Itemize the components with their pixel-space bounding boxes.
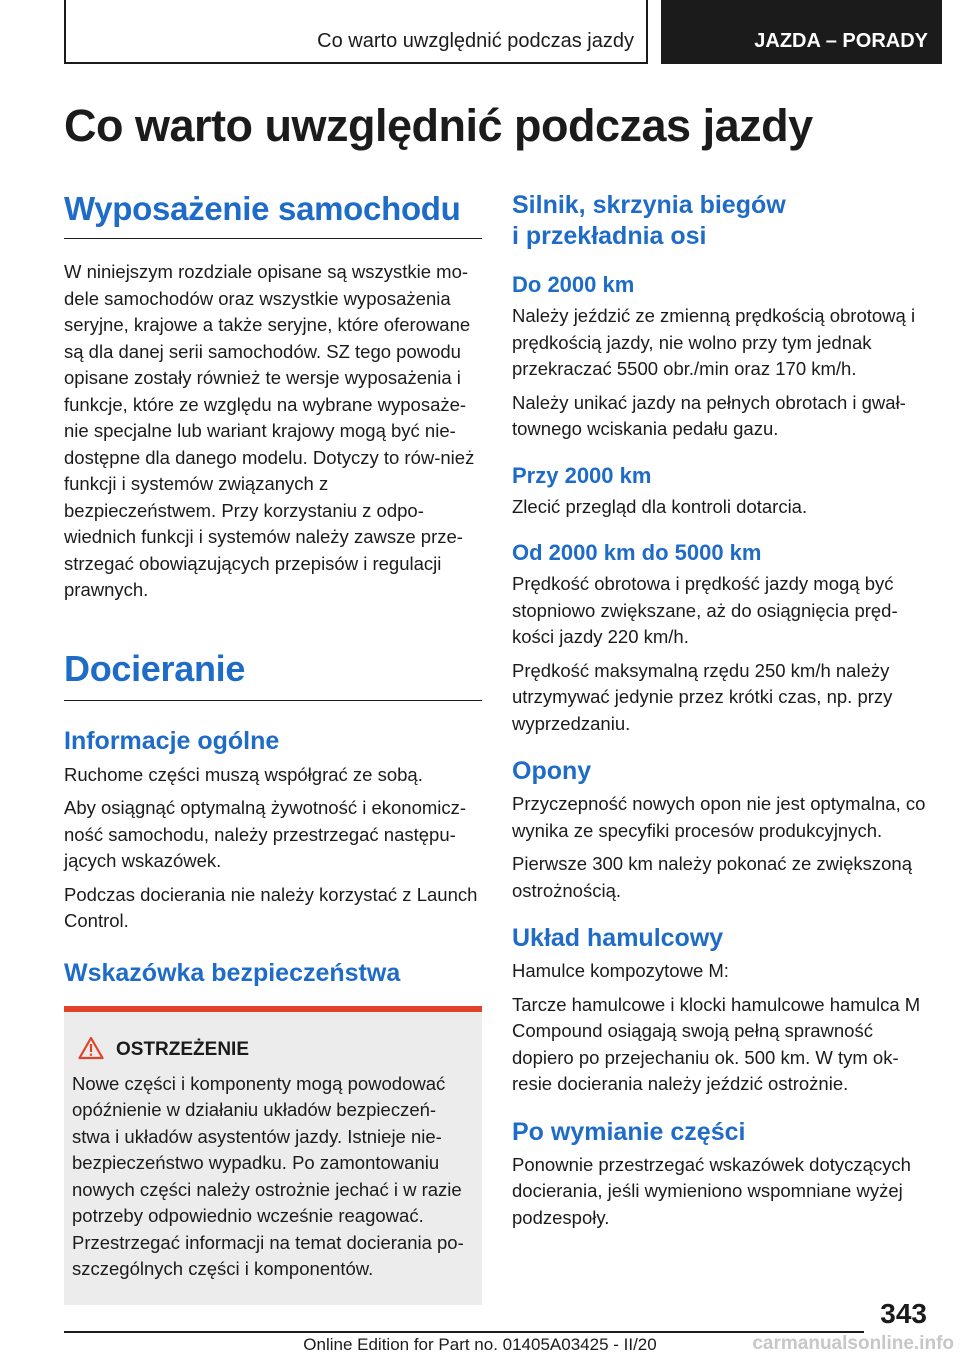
- at-2000-text: Zlecić przegląd dla kontroli dotarcia.: [512, 495, 808, 517]
- tyres-text-2: Pierwsze 300 km należy pokonać ze zwiększoną ostrożnością.: [512, 853, 912, 901]
- to-2000-text-1: Należy jeździć ze zmienną prędkością obrotową i prędkością jazdy, nie wolno przy tym jednak przekraczać 5500 obr./min oraz 170 km/h.: [512, 305, 916, 379]
- subheading-at-2000: Przy 2000 km: [512, 462, 652, 488]
- left-column: [64, 190, 482, 1305]
- general-text-1: Ruchome części muszą współgrać ze sobą.: [64, 763, 423, 785]
- to-2000-text-2: Należy unikać jazdy na pełnych obrotach i gwał-townego wciskania pedału gazu.: [512, 391, 906, 439]
- edition-note: Online Edition for Part no. 01405A03425 - II/20: [303, 1335, 657, 1354]
- subheading-brakes: Układ hamulcowy: [512, 924, 724, 952]
- from-2000-text-1: Prędkość obrotowa i prędkość jazdy mogą być stopniowo zwiększane, aż do osiągnięcia pręd-kości jazdy 220 km/h.: [512, 573, 898, 647]
- watermark: carmanualsonline.info: [752, 1333, 954, 1354]
- brakes-text-2: Tarcze hamulcowe i klocki hamulcowe hamulca M Compound osiągają swoją pełną sprawność dopiero po przejechaniu ok. 500 km. W tym ok-resie docierania należy jeździć ostrożnie.: [512, 993, 921, 1094]
- chapter-title: Co warto uwzględnić podczas jazdy: [317, 30, 634, 52]
- brakes-text-1: Hamulce kompozytowe M:: [512, 960, 729, 981]
- running-header-chapter: [64, 0, 648, 64]
- subheading-safety: Wskazówka bezpieczeństwa: [64, 958, 401, 987]
- warning-label: OSTRZEŻENIE: [116, 1039, 250, 1060]
- right-column: [512, 190, 930, 1231]
- running-header-section: JAZDA – PORADY: [661, 0, 942, 64]
- section-heading-engine-line1: Silnik, skrzynia biegów: [512, 191, 786, 219]
- warning-triangle-icon: [78, 1036, 104, 1065]
- warning-text: Nowe części i komponenty mogą powodować opóźnienie w działaniu układów bezpieczeń-stwa i układów asystentów jazdy. Istnieje nie-bezpieczeństwo wypadku. Po zamontowaniu nowych części należy ostrożnie jechać i w razie potrzeby odpowiednio wcześnie reagować. Przestrzegać informacji na temat docierania po-szczególnych części i komponentów.: [72, 1072, 464, 1279]
- section-heading-equipment: Wyposażenie samochodu: [64, 190, 482, 239]
- subheading-2000-5000: Od 2000 km do 5000 km: [512, 540, 762, 565]
- subheading-to-2000: Do 2000 km: [512, 272, 635, 297]
- from-2000-text-2: Prędkość maksymalną rzędu 250 km/h należy utrzymywać jedynie przez krótki czas, np. przy wyprzedzaniu.: [512, 659, 893, 734]
- warning-header: [78, 1036, 474, 1065]
- subheading-general: Informacje ogólne: [64, 726, 280, 755]
- footer-divider: [64, 1331, 864, 1333]
- general-text-3: Podczas docierania nie należy korzystać z Launch Control.: [64, 883, 478, 931]
- warning-box: [64, 1006, 482, 1305]
- page-title: Co warto uwzględnić podczas jazdy: [64, 100, 813, 151]
- section-heading-breakin: Docieranie: [64, 648, 482, 701]
- equipment-text: W niniejszym rozdziale opisane są wszystkie mo-dele samochodów oraz wszystkie wyposażenia seryjne, krajowe a także seryjne, które oferowane są dla danej serii samochodów. SZ tego powodu opisane zostały również te wersje wyposażenia i funkcje, które ze względu na wybrane wyposaże-nie specjalne lub wariant krajowy mogą być nie-dostępne dla danego modelu. Dotyczy to rów-nież funkcji i systemów związanych z bezpieczeństwem. Przy korzystaniu z odpo-wiednich funkcji i systemów należy zawsze prze-strzegać obowiązujących przepisów i regulacji prawnych.: [64, 261, 475, 600]
- general-text-2: Aby osiągnąć optymalną żywotność i ekonomicz-ność samochodu, należy przestrzegać następu-jących wskazówek.: [64, 797, 467, 871]
- tyres-text-1: Przyczepność nowych opon nie jest optymalna, co wynika ze specyfiki procesów produkcyjnych.: [512, 793, 926, 841]
- after-replacement-text: Ponownie przestrzegać wskazówek dotyczących docierania, jeśli wymieniono wspomniane wyżej podzespoły.: [512, 1153, 911, 1228]
- subheading-tyres: Opony: [512, 757, 592, 785]
- subheading-after-replacement: Po wymianie części: [512, 1117, 746, 1146]
- section-heading-engine-line2: i przekładnia osi: [512, 222, 707, 250]
- page-number: 343: [880, 1298, 927, 1329]
